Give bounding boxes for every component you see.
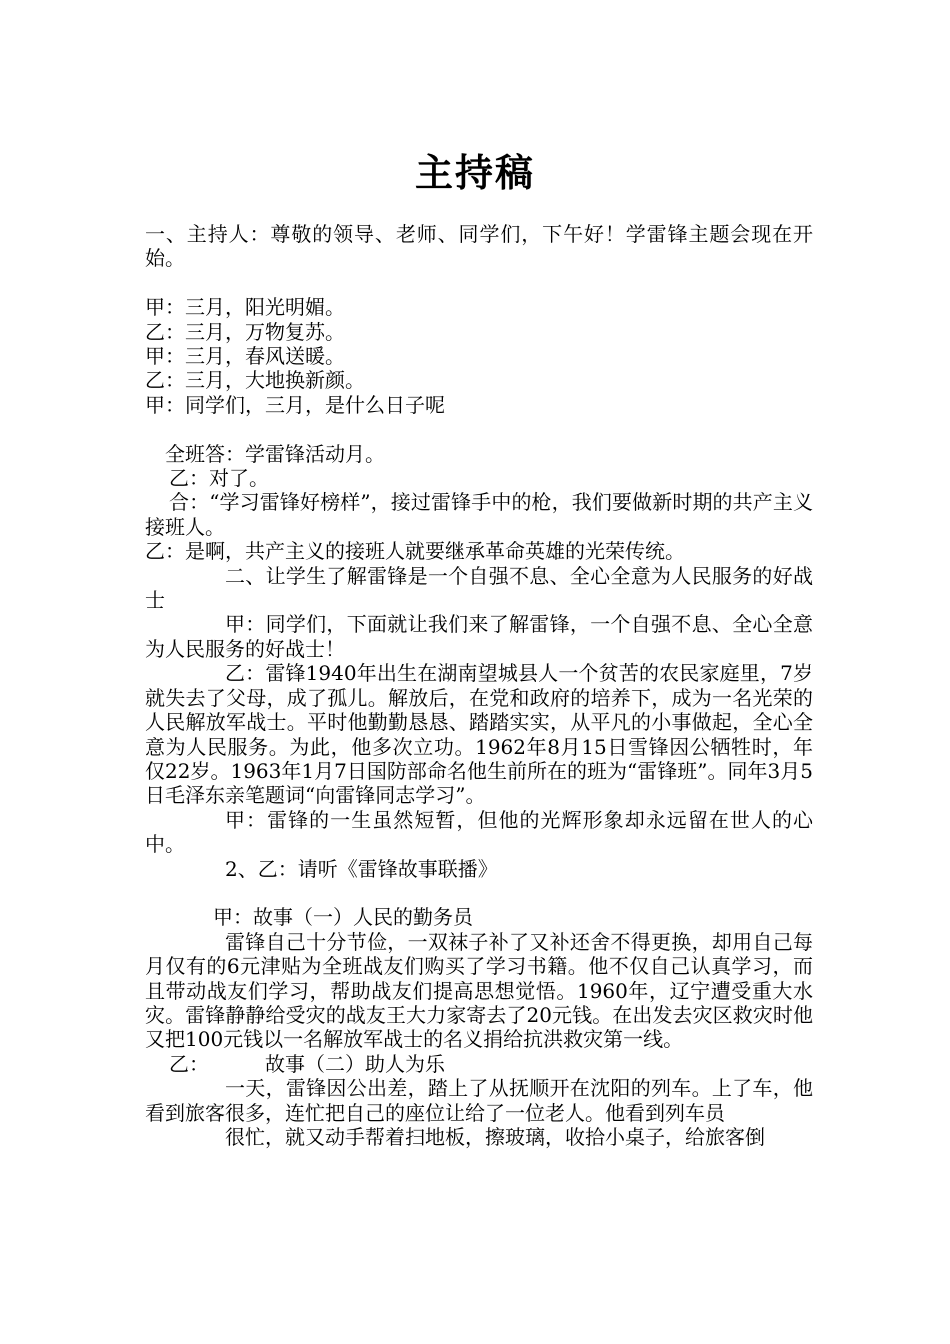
dialogue-line: 乙：三月，万物复苏。 — [145, 319, 345, 344]
section-heading: 二、让学生了解雷锋是一个自强不息、全心全意为人民服务的好战士 — [145, 563, 813, 613]
document-title: 主持稿 — [414, 150, 535, 195]
blank-line — [145, 271, 813, 295]
blank-line — [145, 417, 813, 441]
blank-line — [145, 881, 813, 905]
paragraph-opening: 一、主持人：尊敬的领导、老师、同学们，下午好！学雷锋主题会现在开始。 — [145, 222, 813, 271]
dialogue-line: 乙：三月，大地换新颜。 — [145, 368, 365, 393]
section-heading: 2、乙：请听《雷锋故事联播》 — [225, 856, 498, 881]
dialogue-line: 甲：雷锋的一生虽然短暂，但他的光辉形象却永远留在世人的心中。 — [145, 807, 813, 857]
speaker-label: 乙： — [169, 1051, 209, 1076]
dialogue-line: 甲：同学们，三月，是什么日子呢 — [145, 392, 445, 417]
dialogue-line: 甲：三月，春风送暖。 — [145, 344, 345, 369]
story-heading: 甲：故事（一）人民的勤务员 — [213, 905, 473, 930]
paragraph-biography: 乙：雷锋1940年出生在湖南望城县人一个贫苦的农民家庭里，7岁就失去了父母，成了孤儿。解放后，在党和政府的培养下，成为一名光荣的人民解放军战士。平时他勤勤恳恳、踏踏实实，从平凡的小事做起，全心全意为人民服务。为此，他多次立功。1962年8月15日雪锋因公牺牲时，年仅22岁。1963年1月7日国防部命名他生前所在的班为“雷锋班”。同年3月5日毛泽东亲笔题词“向雷锋同志学习”。 — [145, 661, 813, 808]
story-title: 故事（二）助人为乐 — [265, 1051, 445, 1076]
document-body — [145, 222, 813, 1149]
dialogue-line: 甲：三月，阳光明媚。 — [145, 295, 345, 320]
dialogue-line: 合：“学习雷锋好榜样”，接过雷锋手中的枪，我们要做新时期的共产主义接班人。 — [145, 490, 813, 539]
paragraph-story-two: 一天，雷锋因公出差，踏上了从抚顺开在沈阳的列车。上了车，他看到旅客很多，连忙把自己的座位让给了一位老人。他看到列车员 — [145, 1076, 813, 1125]
paragraph-story-one: 雷锋自己十分节俭，一双袜子补了又补还舍不得更换，却用自己每月仅有的6元津贴为全班战友们购买了学习书籍。他不仅自己认真学习，而且带动战友们学习，帮助战友们提高思想觉悟。1960年，辽宁遭受重大水灾。雷锋静静给受灾的战友王大力家寄去了20元钱。在出发去灾区救灾时他又把100元钱以一名解放军战士的名义捐给抗洪救灾第一线。 — [145, 929, 813, 1052]
story-heading — [145, 1052, 813, 1076]
dialogue-line: 甲：同学们，下面就让我们来了解雷锋，一个自强不息、全心全意为人民服务的好战士！ — [145, 612, 813, 661]
dialogue-line: 乙：是啊，共产主义的接班人就要继承革命英雄的光荣传统。 — [145, 539, 685, 564]
paragraph-story-two-cont: 很忙，就又动手帮着扫地板，擦玻璃，收拾小桌子，给旅客倒 — [225, 1124, 765, 1149]
dialogue-line: 乙：对了。 — [169, 466, 269, 491]
dialogue-line: 全班答：学雷锋活动月。 — [165, 441, 385, 466]
